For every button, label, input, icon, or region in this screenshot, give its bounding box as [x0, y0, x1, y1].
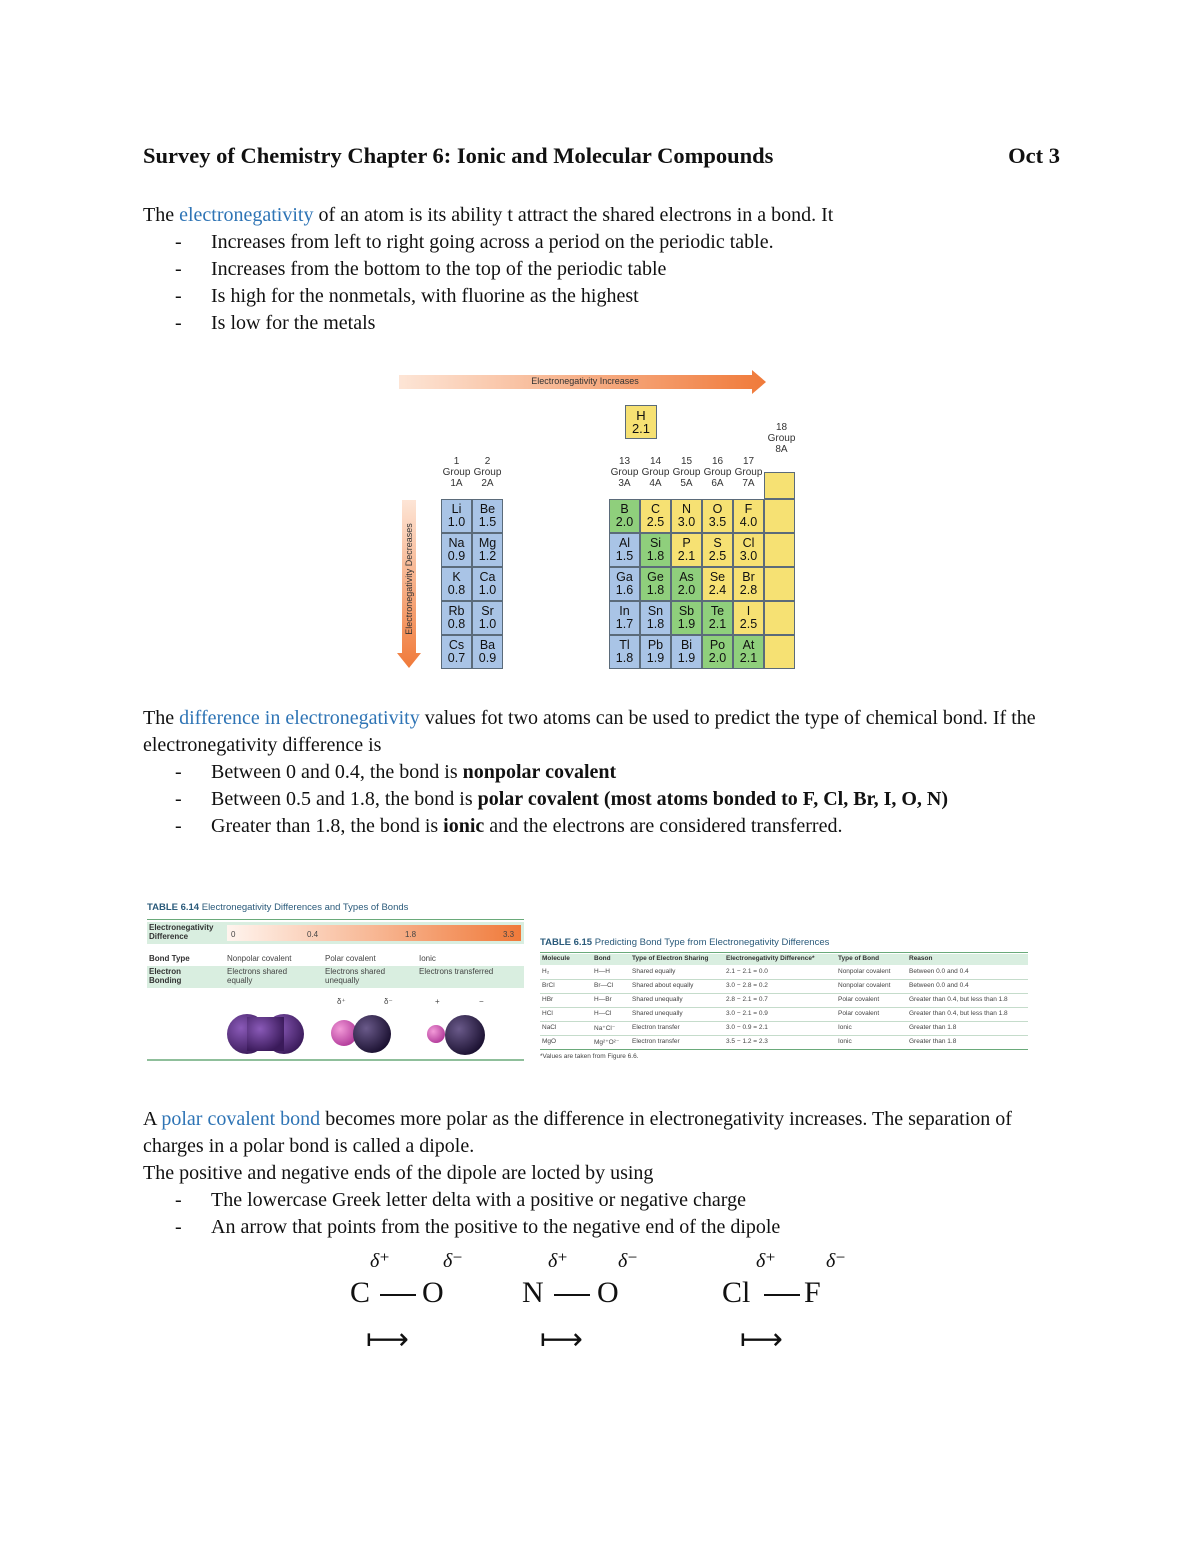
element-cell: [441, 499, 472, 533]
element-symbol: Po: [709, 638, 726, 652]
element-symbol: Rb: [448, 604, 465, 618]
element-value: 1.5: [478, 515, 497, 529]
element-value: 1.7: [615, 617, 634, 631]
element-value: 3.0: [739, 549, 758, 563]
table-cell: HBr: [542, 996, 554, 1003]
table-cell: Electron transfer: [632, 1038, 680, 1045]
group18-cell: [764, 601, 795, 635]
element-symbol: Pb: [647, 638, 664, 652]
element-value: 2.0: [615, 515, 634, 529]
charge-label: δ⁺: [337, 997, 346, 1006]
element-cell: [441, 567, 472, 601]
element-cell: [671, 635, 702, 669]
ionic-model: [427, 1015, 485, 1055]
element-cell: [702, 567, 733, 601]
table-cell: Br—Cl: [594, 982, 614, 989]
list-item: - Increases from the bottom to the top of the periodic table: [143, 256, 1063, 283]
element-cell: [472, 567, 503, 601]
row-divider: [540, 993, 1028, 994]
table-cell: H—Br: [594, 996, 612, 1003]
element-cell: [441, 635, 472, 669]
element-cell: [733, 499, 764, 533]
element-cell: [671, 533, 702, 567]
element-symbol: Bi: [680, 638, 693, 652]
element-cell: [609, 533, 640, 567]
element-symbol: In: [619, 604, 630, 618]
element-symbol: Sb: [678, 604, 695, 618]
group-label: 2 Group 2A: [473, 456, 502, 489]
row-divider: [540, 1021, 1028, 1022]
element-symbol: Sn: [647, 604, 664, 618]
group18-cell: [764, 499, 795, 533]
element-value: 2.5: [646, 515, 665, 529]
element-symbol: As: [679, 570, 694, 584]
element-symbol: Cs: [448, 638, 465, 652]
element-value: 2.5: [708, 549, 727, 563]
element-value: 1.8: [646, 617, 665, 631]
list-item: - Greater than 1.8, the bond is ionic and the electrons are considered transferred.: [143, 813, 1063, 840]
table-cell: H—Cl: [594, 1010, 612, 1017]
element-value: 0.9: [478, 651, 497, 665]
hydrogen-cell: [625, 405, 657, 439]
element-cell: [609, 635, 640, 669]
term-electronegativity: electronegativity: [179, 204, 314, 226]
dipole-list: [143, 1187, 1063, 1241]
element-cell: [640, 567, 671, 601]
element-symbol: P: [682, 536, 691, 550]
group-label: 18 Group 8A: [767, 422, 796, 455]
table-cell: NaCl: [542, 1024, 557, 1031]
table-cell: 3.0 − 2.8 = 0.2: [726, 982, 768, 989]
group-label: 15 Group 5A: [672, 456, 701, 489]
list-item: - Is high for the nonmetals, with fluorine as the highest: [143, 283, 1063, 310]
charge-label: −: [479, 997, 484, 1006]
element-value: 1.8: [615, 651, 634, 665]
group18-cell: [764, 635, 795, 669]
element-cell: [733, 635, 764, 669]
bond-line: [764, 1294, 800, 1296]
group-label: 1 Group 1A: [442, 456, 471, 489]
table-cell: Polar covalent: [838, 996, 880, 1003]
element-value: 1.5: [615, 549, 634, 563]
element-value: 2.8: [739, 583, 758, 597]
table-cell: Electron transfer: [632, 1024, 680, 1031]
element-symbol: K: [452, 570, 461, 584]
table-cell: Polar covalent: [838, 1010, 880, 1017]
difference-section: [143, 705, 1063, 840]
table-cell: Between 0.0 and 0.4: [909, 968, 969, 975]
dipole-diagrams: [340, 1248, 860, 1358]
element-cell: [441, 533, 472, 567]
arrow-label-vertical: Electronegativity Decreases: [404, 523, 414, 635]
dipole-arrow: ⟼: [740, 1322, 784, 1357]
table-cell: Nonpolar covalent: [838, 968, 891, 975]
group18-cell: [764, 567, 795, 601]
table-header-cell: Type of Bond: [838, 955, 880, 962]
element-symbol: Te: [710, 604, 725, 618]
element-value: 1.6: [615, 583, 634, 597]
charge-label: δ⁻: [384, 997, 393, 1006]
table-cell: Between 0.0 and 0.4: [909, 982, 969, 989]
table-cell: Ionic: [838, 1024, 852, 1031]
dipole-paragraph: The positive and negative ends of the dipole are locted by using: [143, 1162, 654, 1184]
element-cell: [472, 533, 503, 567]
element-value: 1.9: [646, 651, 665, 665]
table-cell: 2.1 − 2.1 = 0.0: [726, 968, 768, 975]
dipole-section: [143, 1106, 1063, 1241]
element-cell: [609, 499, 640, 533]
element-cell: [702, 635, 733, 669]
list-item: - The lowercase Greek letter delta with a positive or negative charge: [143, 1187, 1063, 1214]
element-symbol: Ba: [479, 638, 496, 652]
table-cell: Nonpolar covalent: [838, 982, 891, 989]
table-cell: Shared unequally: [632, 1010, 683, 1017]
table-cell: 3.5 − 1.2 = 2.3: [726, 1038, 768, 1045]
bond-line: [380, 1294, 416, 1296]
element-symbol: C: [650, 502, 661, 516]
periodic-table-figure: [395, 368, 805, 673]
table-6-14-title: TABLE 6.14 Electronegativity Differences and Types of Bonds: [147, 902, 409, 913]
element-symbol: F: [744, 502, 753, 516]
table-cell: Greater than 0.4, but less than 1.8: [909, 1010, 1008, 1017]
scale-row: Electronegativity Difference 0 0.4 1.8 3.3: [147, 922, 524, 944]
table-footnote: *Values are taken from Figure 6.6.: [540, 1053, 639, 1060]
element-value: 3.5: [708, 515, 727, 529]
scale-tick: 0.4: [307, 930, 319, 939]
element-value: 2.1: [677, 549, 696, 563]
element-symbol: Sr: [481, 604, 494, 618]
element-cell: [671, 567, 702, 601]
element-symbol: Br: [742, 570, 755, 584]
element-value: 0.7: [447, 651, 466, 665]
list-item: - Between 0.5 and 1.8, the bond is polar covalent (most atoms bonded to F, Cl, Br, I, O, N): [143, 786, 1063, 813]
table-header-cell: Type of Electron Sharing: [632, 955, 709, 962]
element-symbol: Si: [649, 536, 662, 550]
table-cell: Mg²⁺O²⁻: [594, 1039, 620, 1046]
element-cell: [472, 635, 503, 669]
element-cell: [640, 635, 671, 669]
element-value: 2.5: [739, 617, 758, 631]
table-cell: Greater than 0.4, but less than 1.8: [909, 996, 1008, 1003]
list-item: - Between 0 and 0.4, the bond is nonpolar covalent: [143, 759, 1063, 786]
element-cell: [671, 499, 702, 533]
element-value: 1.0: [447, 515, 466, 529]
element-symbol: At: [742, 638, 755, 652]
element-symbol: Tl: [619, 638, 630, 652]
element-cell: [640, 533, 671, 567]
table-cell: HCl: [542, 1010, 553, 1017]
table-header-cell: Molecule: [542, 955, 570, 962]
element-cell: [441, 601, 472, 635]
element-cell: [733, 601, 764, 635]
element-cell: [671, 601, 702, 635]
dipole-arrow: ⟼: [540, 1322, 584, 1357]
electronegativity-section: [143, 202, 1063, 337]
element-symbol: Cl: [742, 536, 755, 550]
element-symbol: Ga: [616, 570, 633, 584]
element-value: 1.0: [478, 617, 497, 631]
element-value: 1.0: [478, 583, 497, 597]
element-cell: [702, 533, 733, 567]
element-cell: [472, 499, 503, 533]
element-value: 2.1: [631, 421, 651, 436]
table-cell: 3.0 − 0.9 = 2.1: [726, 1024, 768, 1031]
title-text: Survey of Chemistry Chapter 6: Ionic and Molecular Compounds: [143, 143, 774, 168]
element-symbol: Ge: [647, 570, 664, 584]
group-label: 14 Group 4A: [641, 456, 670, 489]
element-value: 1.9: [677, 651, 696, 665]
element-symbol: H: [636, 408, 646, 423]
dipole-cl-f: δ⁺ δ⁻ Cl F ⟼: [722, 1250, 846, 1357]
element-value: 1.8: [646, 583, 665, 597]
element-cell: [640, 601, 671, 635]
bond-type-rows: Bond Type Nonpolar covalent Polar covalent Ionic Electron Bonding Electrons shared equally Electrons shared unequally Electrons transferred: [147, 950, 524, 990]
date-text: Oct 3: [1008, 143, 1060, 168]
scale-tick: 0: [231, 930, 236, 939]
page-title: [143, 143, 1060, 169]
group-label: 17 Group 7A: [734, 456, 763, 489]
table-cell: BrCl: [542, 982, 555, 989]
table-6-14: [147, 902, 524, 1062]
element-value: 0.9: [447, 549, 466, 563]
group18-cell: [764, 472, 795, 499]
list-item: - Is low for the metals: [143, 310, 1063, 337]
table-cell: Ionic: [838, 1038, 852, 1045]
element-value: 2.1: [708, 617, 727, 631]
element-symbol: S: [713, 536, 722, 550]
table-cell: Na⁺Cl⁻: [594, 1025, 616, 1032]
dipole-n-o: δ⁺ δ⁻ N O ⟼: [522, 1250, 638, 1357]
element-symbol: Na: [448, 536, 465, 550]
scale-tick: 3.3: [503, 930, 515, 939]
element-cell: [609, 567, 640, 601]
list-item: - Increases from left to right going across a period on the periodic table.: [143, 229, 1063, 256]
element-value: 2.0: [708, 651, 727, 665]
electronegativity-list: [143, 229, 1063, 337]
element-value: 2.1: [739, 651, 758, 665]
table-cell: Greater than 1.8: [909, 1038, 957, 1045]
group-label: 16 Group 6A: [703, 456, 732, 489]
dipole-c-o: δ⁺ δ⁻ C O ⟼: [350, 1250, 463, 1357]
intro-paragraph: The electronegativity of an atom is its ability t attract the shared electrons in a bond. It: [143, 204, 834, 226]
group18-cell: [764, 533, 795, 567]
table-cell: Shared unequally: [632, 996, 683, 1003]
molecule-models: [147, 1002, 524, 1062]
element-value: 2.0: [677, 583, 696, 597]
nonpolar-molecule-model: [227, 1014, 304, 1054]
element-symbol: I: [746, 604, 751, 618]
element-value: 3.0: [677, 515, 696, 529]
element-symbol: Be: [479, 502, 496, 516]
element-cell: [702, 499, 733, 533]
element-value: 0.8: [447, 617, 466, 631]
table-cell: Greater than 1.8: [909, 1024, 957, 1031]
element-symbol: Mg: [478, 536, 497, 550]
table-6-15: [540, 937, 1028, 1067]
difference-paragraph: The difference in electronegativity values fot two atoms can be used to predict the type of chemical bond. If the electronegativity difference is: [143, 707, 1036, 756]
element-cell: [733, 567, 764, 601]
row-divider: [540, 979, 1028, 980]
element-cell: [640, 499, 671, 533]
table-cell: 3.0 − 2.1 = 0.9: [726, 1010, 768, 1017]
element-symbol: Ca: [479, 570, 496, 584]
term-polar-covalent: polar covalent bond: [161, 1108, 321, 1130]
element-value: 4.0: [739, 515, 758, 529]
element-symbol: Se: [709, 570, 726, 584]
polar-paragraph: A polar covalent bond becomes more polar as the difference in electronegativity increases. The separation of charges in a polar bond is called a dipole.: [143, 1108, 1012, 1157]
table-cell: H—H: [594, 968, 610, 975]
element-value: 2.4: [708, 583, 727, 597]
element-cell: [733, 533, 764, 567]
group-label: 13 Group 3A: [610, 456, 639, 489]
element-value: 1.2: [478, 549, 497, 563]
row-divider: [540, 1007, 1028, 1008]
table-cell: 2.8 − 2.1 = 0.7: [726, 996, 768, 1003]
element-symbol: O: [712, 502, 723, 516]
list-item: - An arrow that points from the positive to the negative end of the dipole: [143, 1214, 1063, 1241]
table-cell: H₂: [542, 968, 550, 975]
dipole-arrow: ⟼: [366, 1322, 410, 1357]
table-cell: Shared equally: [632, 968, 676, 975]
table-header-cell: Reason: [909, 955, 933, 962]
element-symbol: Al: [618, 536, 631, 550]
row-divider: [540, 1035, 1028, 1036]
element-value: 0.8: [447, 583, 466, 597]
bond-type-list: [143, 759, 1063, 840]
element-symbol: Li: [451, 502, 462, 516]
table-cell: MgO: [542, 1038, 557, 1045]
scale-tick: 1.8: [405, 930, 417, 939]
charge-label: +: [435, 997, 440, 1006]
element-symbol: N: [681, 502, 692, 516]
element-symbol: B: [620, 502, 629, 516]
polar-molecule-model: [331, 1015, 391, 1053]
element-cell: [472, 601, 503, 635]
table-6-15-title: TABLE 6.15 Predicting Bond Type from Electronegativity Differences: [540, 937, 830, 948]
element-value: 1.8: [646, 549, 665, 563]
element-cell: [702, 601, 733, 635]
bond-line: [554, 1294, 590, 1296]
table-header-cell: Bond: [594, 955, 611, 962]
element-cell: [609, 601, 640, 635]
element-value: 1.9: [677, 617, 696, 631]
table-header-cell: Electronegativity Difference*: [726, 955, 815, 962]
term-difference: difference in electronegativity: [179, 707, 420, 729]
arrow-label-horizontal: Electronegativity Increases: [531, 376, 639, 386]
table-cell: Shared about equally: [632, 982, 694, 989]
